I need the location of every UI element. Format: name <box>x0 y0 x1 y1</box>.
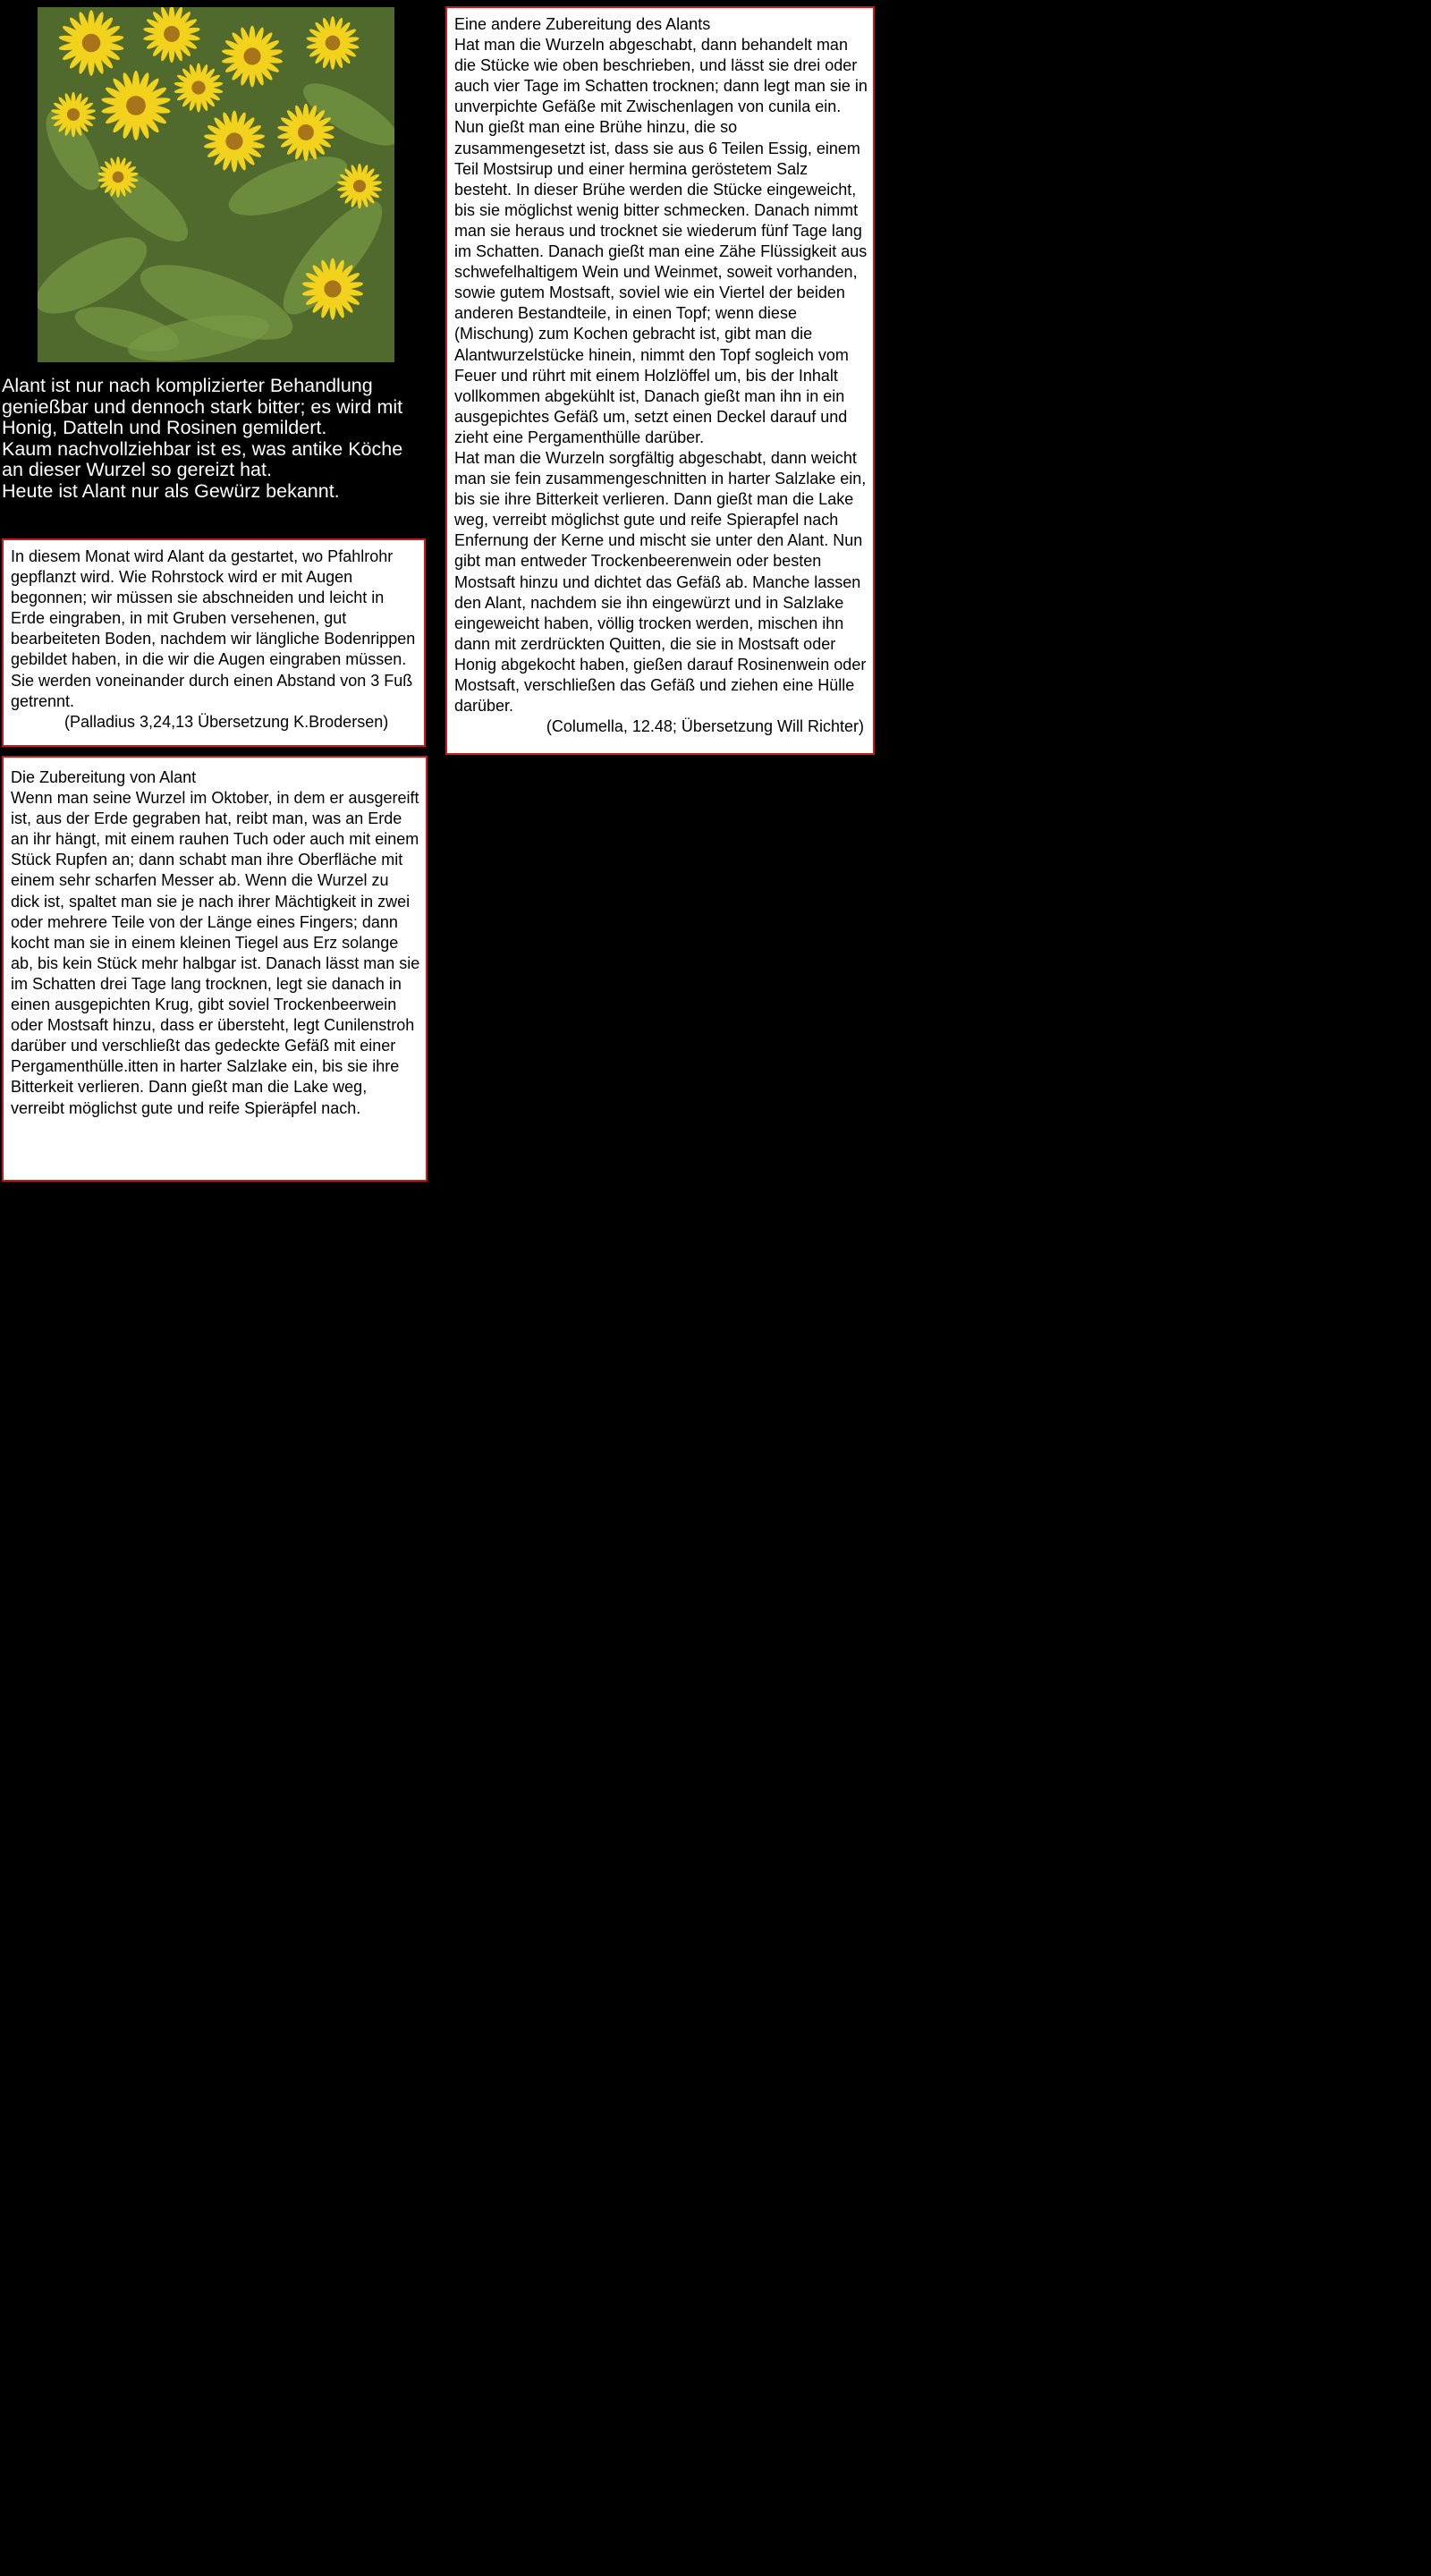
palladius-text: In diesem Monat wird Alant da gestartet, wo Pfahlrohr gepflanzt wird. Wie Rohrstock wird er mit Augen begonnen; wir müssen sie abschneiden und leicht in Erde eingraben, in mit Gruben versehenen, gut bearbeiteten Boden, nachdem wir längliche Bodenrippen gebildet haben, in die wir die Augen eingraben müssen. Sie werden voneinander durch einen Abstand von 3 Fuß getrennt. <box>11 547 416 710</box>
columella-citation: (Columella, 12.48; Übersetzung Will Richter) <box>546 717 864 736</box>
intro-text <box>2 376 422 502</box>
zubereitung-text: Wenn man seine Wurzel im Oktober, in dem er ausgereift ist, aus der Erde gegraben hat, reibt man, was an Erde an ihr hängt, mit einem rauhen Tuch oder auch mit einem Stück Rupfen an; dann schabt man ihre Oberfläche mit einem sehr scharfen Messer ab. Wenn die Wurzel zu dick ist, spaltet man sie je nach ihrer Mächtigkeit in zwei oder mehrere Teile von der Länge eines Fingers; dann kocht man sie in einem kleinen Tiegel aus Erz solange ab, bis kein Stück mehr halbgar ist. Danach lässt man sie im Schatten drei Tage lang trocknen, legt sie danach in einen ausgepichten Krug, gibt soviel Trockenbeerwein oder Mostsaft hinzu, dass er übersteht, legt Cunilenstroh darüber und verschließt das gedeckte Gefäß mit einer Pergamenthülle.itten in harter Salzlake ein, bis sie ihre Bitterkeit verlieren. Dann gießt man die Lake weg, verreibt möglichst gute und reife Spieräpfel nach. <box>11 789 420 1117</box>
intro-line: Heute ist Alant nur als Gewürz bekannt. <box>2 479 340 502</box>
andere-title: Eine andere Zubereitung des Alants <box>454 15 711 33</box>
intro-line: an dieser Wurzel so gereizt hat. <box>2 459 272 480</box>
andere-paragraph-1: Hat man die Wurzeln abgeschabt, dann behandelt man die Stücke wie oben beschrieben, und lässt sie drei oder auch vier Tage im Schatten trocknen; dann legt man sie in unverpichte Gefäße mit Zwischenlagen von cunila ein. Nun gießt man eine Brühe hinzu, die so zusammengesetzt ist, dass sie aus 6 Teilen Essig, einem Teil Mostsirup und einer hermina geröstetem Salz besteht. In dieser Brühe werden die Stücke eingeweicht, bis sie möglichst wenig bitter schmecken. Danach nimmt man sie heraus und trocknet sie wiederum fünf Tage lang im Schatten. Danach gießt man eine Zähe Flüssigkeit aus schwefelhaltigem Wein und Weinmet, soweit vorhanden, sowie gutem Mostsaft, soviel wie ein Viertel der beiden anderen Bestandteile, in einen Topf; wenn diese (Mischung) zum Kochen gebracht ist, gibt man die Alantwurzelstücke hinein, nimmt den Topf sogleich vom Feuer und rührt mit einem Holzlöffel um, bis der Inhalt vollkommen abgekühlt ist, Danach gießt man ihn in ein ausgepichtes Gefäß um, setzt einen Deckel darauf und zieht eine Pergamenthülle darüber. <box>454 36 868 446</box>
palladius-quote-box <box>2 538 426 747</box>
intro-line: genießbar und dennoch stark bitter; es wird mit <box>2 395 403 418</box>
andere-paragraph-2: Hat man die Wurzeln sorgfältig abgeschabt, dann weicht man sie fein zusammengeschnitten in harter Salzlake ein, bis sie ihre Bitterkeit verlieren. Dann gießt man die Lake weg, verreibt möglichst gute und reife Spierapfel nach Enfernung der Kerne und mischt sie unter den Alant. Nun gibt man entweder Trockenbeerenwein oder besten Mostsaft hinzu und dichtet das Gefäß ab. Manche lassen den Alant, nachdem sie ihn eingewürzt und in Salzlake eingeweicht haben, völlig trocken werden, mischen ihn dann mit zerdrückten Quitten, die sie in Mostsaft oder Honig abgekocht haben, gießen darauf Rosinenwein oder Mostsaft, verschließen das Gefäß und ziehen eine Hülle darüber. <box>454 448 867 716</box>
alant-flower-photo <box>38 7 394 362</box>
intro-line: Kaum nachvollziehbar ist es, was antike Köche <box>2 437 403 460</box>
zubereitung-box <box>2 756 428 1182</box>
intro-line: Honig, Datteln und Rosinen gemildert. <box>2 417 327 438</box>
andere-zubereitung-box <box>445 6 875 755</box>
palladius-citation: (Palladius 3,24,13 Übersetzung K.Brodersen) <box>64 712 389 731</box>
zubereitung-title: Die Zubereitung von Alant <box>11 768 197 786</box>
intro-line: Alant ist nur nach komplizierter Behandlung <box>2 375 373 396</box>
